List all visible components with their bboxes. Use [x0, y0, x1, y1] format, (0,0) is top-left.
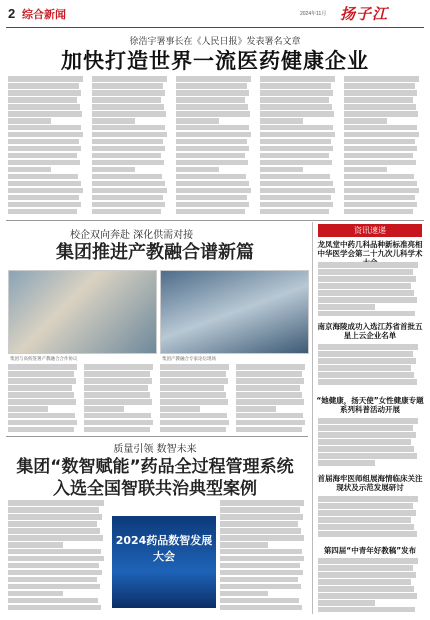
- body-text-line: [84, 427, 150, 433]
- body-text-line: [92, 167, 135, 173]
- body-text-line: [176, 111, 250, 117]
- body-text-line: [318, 558, 418, 564]
- body-text-line: [318, 593, 417, 599]
- body-text-line: [8, 195, 79, 201]
- body-text-line: [318, 372, 414, 378]
- body-text-line: [160, 378, 228, 384]
- article3-col1: [8, 500, 108, 612]
- body-text-line: [260, 195, 331, 201]
- body-text-line: [260, 139, 331, 145]
- body-text-line: [92, 118, 135, 124]
- body-text-line: [220, 556, 304, 562]
- body-text-line: [318, 269, 413, 275]
- body-text-line: [236, 413, 303, 419]
- header-divider: [6, 27, 424, 28]
- body-text-line: [318, 517, 411, 523]
- body-text-line: [318, 425, 413, 431]
- body-text-line: [318, 496, 418, 502]
- body-text-line: [8, 104, 80, 110]
- body-text-line: [92, 160, 164, 166]
- body-text-line: [160, 392, 226, 398]
- body-text-line: [318, 351, 413, 357]
- body-text-line: [160, 406, 200, 412]
- body-text-line: [318, 503, 413, 509]
- body-text-line: [8, 371, 74, 377]
- body-text-line: [220, 598, 299, 604]
- body-text-line: [318, 283, 411, 289]
- body-text-line: [84, 406, 124, 412]
- body-text-line: [318, 446, 414, 452]
- body-text-line: [344, 153, 413, 159]
- body-text-line: [160, 371, 226, 377]
- article1-col5: [344, 76, 422, 216]
- body-text-line: [8, 549, 101, 555]
- body-text-line: [8, 90, 81, 96]
- body-text-line: [160, 413, 227, 419]
- body-text-line: [344, 118, 387, 124]
- body-text-line: [8, 605, 101, 611]
- body-text-line: [344, 146, 417, 152]
- body-text-line: [220, 584, 301, 590]
- sidebar-title: 资讯速递: [318, 224, 422, 237]
- body-text-line: [318, 379, 417, 385]
- body-text-line: [92, 111, 166, 117]
- body-text-line: [8, 153, 77, 159]
- article2-col3: [160, 364, 232, 434]
- body-text-line: [344, 167, 387, 173]
- body-text-line: [260, 146, 333, 152]
- body-text-line: [260, 97, 329, 103]
- body-text-line: [8, 500, 104, 506]
- body-text-line: [318, 586, 414, 592]
- body-text-line: [8, 591, 63, 597]
- body-text-line: [318, 344, 418, 350]
- body-text-line: [84, 378, 152, 384]
- body-text-line: [160, 399, 228, 405]
- body-text-line: [344, 174, 414, 180]
- body-text-line: [160, 364, 229, 370]
- brief-3-headline: “她健康，扬天使”女性健康专题系列科普活动开展: [316, 396, 424, 414]
- brief-1-headline: 龙凤堂中药几科品种新标准亮相中华医学会第二十九次儿科学术: [317, 240, 423, 258]
- body-text-line: [176, 125, 249, 131]
- body-text-line: [260, 153, 329, 159]
- body-text-line: [318, 418, 418, 424]
- body-text-line: [160, 427, 226, 433]
- article3-divider: [6, 436, 308, 437]
- body-text-line: [8, 427, 74, 433]
- body-text-line: [260, 132, 335, 138]
- body-text-line: [92, 188, 167, 194]
- body-text-line: [318, 572, 416, 578]
- body-text-line: [8, 521, 97, 527]
- body-text-line: [220, 605, 302, 611]
- body-text-line: [220, 500, 304, 506]
- body-text-line: [220, 528, 301, 534]
- body-text-line: [8, 598, 98, 604]
- article2-kicker: 校企双向奔赴 深化供需对接: [70, 230, 194, 241]
- body-text-line: [344, 97, 413, 103]
- body-text-line: [260, 83, 331, 89]
- body-text-line: [318, 510, 416, 516]
- sidebar-divider: [312, 222, 313, 614]
- body-text-line: [318, 460, 375, 466]
- body-text-line: [176, 76, 251, 82]
- page-number: 2: [8, 6, 16, 21]
- body-text-line: [318, 297, 417, 303]
- body-text-line: [220, 521, 298, 527]
- article3-photo-banner: [112, 516, 216, 608]
- body-text-line: [176, 195, 247, 201]
- body-text-line: [318, 607, 415, 613]
- article2-col1: [8, 364, 80, 434]
- body-text-line: [160, 420, 229, 426]
- body-text-line: [176, 202, 249, 208]
- article2-col4: [236, 364, 308, 434]
- body-text-line: [84, 392, 150, 398]
- body-text-line: [318, 262, 418, 268]
- photo-caption-left: 集团与高校签署产教融合合作协议: [10, 357, 78, 362]
- body-text-line: [8, 528, 100, 534]
- body-text-line: [92, 90, 165, 96]
- body-text-line: [220, 549, 302, 555]
- body-text-line: [8, 535, 103, 541]
- body-text-line: [8, 160, 80, 166]
- body-text-line: [176, 132, 251, 138]
- issue-date: 2024年11月: [300, 11, 327, 17]
- body-text-line: [92, 132, 167, 138]
- body-text-line: [176, 153, 245, 159]
- body-text-line: [236, 385, 300, 391]
- body-text-line: [8, 514, 102, 520]
- body-text-line: [260, 160, 332, 166]
- body-text-line: [160, 385, 224, 391]
- body-text-line: [8, 146, 81, 152]
- body-text-line: [318, 531, 417, 537]
- article3-headline-line2: 入选全国智联共治典型案例: [53, 479, 257, 499]
- body-text-line: [260, 188, 335, 194]
- body-text-line: [260, 174, 330, 180]
- body-text-line: [344, 90, 417, 96]
- body-text-line: [318, 579, 411, 585]
- body-text-line: [318, 600, 375, 606]
- brief-3-body: [318, 418, 422, 470]
- article2-col2: [84, 364, 156, 434]
- body-text-line: [8, 413, 75, 419]
- brief-4-body: [318, 496, 422, 540]
- body-text-line: [176, 167, 219, 173]
- article2-photo-left: [8, 270, 157, 354]
- brief-1-body: [318, 262, 422, 318]
- body-text-line: [84, 420, 153, 426]
- body-text-line: [8, 132, 83, 138]
- body-text-line: [8, 406, 48, 412]
- body-text-line: [176, 90, 249, 96]
- body-text-line: [92, 125, 165, 131]
- body-text-line: [344, 202, 417, 208]
- body-text-line: [318, 276, 416, 282]
- body-text-line: [8, 167, 51, 173]
- body-text-line: [318, 365, 411, 371]
- body-text-line: [236, 378, 304, 384]
- brief-2-headline: 南京海陵成功入选江苏省首批五星上云企业名单: [317, 322, 423, 340]
- body-text-line: [344, 209, 413, 215]
- body-text-line: [176, 104, 248, 110]
- article1-subtitle: 徐浩宇署事长在《人民日报》发表署名文章: [129, 37, 301, 47]
- body-text-line: [220, 591, 268, 597]
- brief-5-body: [318, 558, 422, 614]
- body-text-line: [344, 139, 415, 145]
- body-text-line: [92, 181, 165, 187]
- body-text-line: [260, 90, 333, 96]
- body-text-line: [236, 364, 305, 370]
- body-text-line: [220, 577, 298, 583]
- body-text-line: [344, 132, 419, 138]
- body-text-line: [8, 570, 102, 576]
- body-text-line: [176, 188, 251, 194]
- article3-col3: [220, 500, 308, 612]
- body-text-line: [220, 570, 303, 576]
- article1-col3: [176, 76, 254, 216]
- body-text-line: [176, 174, 246, 180]
- photo-caption-right: 集团产教融合专家论坛现场: [162, 357, 216, 362]
- body-text-line: [318, 290, 414, 296]
- body-text-line: [318, 304, 375, 310]
- body-text-line: [8, 76, 83, 82]
- brief-4-headline: 首届海牢医师组展海情临床关注现状及示范发展研讨: [317, 474, 423, 492]
- body-text-line: [8, 385, 72, 391]
- body-text-line: [318, 439, 411, 445]
- body-text-line: [260, 181, 333, 187]
- body-text-line: [92, 97, 161, 103]
- body-text-line: [92, 146, 165, 152]
- article2-headline: 集团推进产教融合谱新篇: [56, 242, 254, 263]
- body-text-line: [8, 118, 51, 124]
- brief-2-body: [318, 344, 422, 390]
- article3-kicker: 质量引领 数智未来: [113, 444, 197, 455]
- body-text-line: [92, 202, 165, 208]
- body-text-line: [176, 97, 245, 103]
- body-text-line: [260, 111, 334, 117]
- body-text-line: [8, 97, 77, 103]
- body-text-line: [8, 188, 83, 194]
- brief-5-headline: 第四届“中青年好教稿”发布: [323, 546, 417, 555]
- body-text-line: [176, 146, 249, 152]
- body-text-line: [92, 195, 163, 201]
- body-text-line: [92, 104, 164, 110]
- body-text-line: [236, 420, 305, 426]
- body-text-line: [8, 209, 77, 215]
- body-text-line: [92, 153, 161, 159]
- article1-divider: [6, 220, 424, 221]
- body-text-line: [260, 104, 332, 110]
- article1-col1: [8, 76, 86, 216]
- body-text-line: [344, 125, 417, 131]
- body-text-line: [92, 209, 161, 215]
- body-text-line: [318, 453, 417, 459]
- body-text-line: [8, 563, 99, 569]
- body-text-line: [236, 427, 302, 433]
- body-text-line: [220, 514, 303, 520]
- page-header: [0, 0, 430, 28]
- body-text-line: [318, 565, 413, 571]
- body-text-line: [84, 364, 153, 370]
- banner-title: 2024药品数智发展大会: [115, 534, 213, 563]
- body-text-line: [344, 188, 419, 194]
- body-text-line: [8, 420, 77, 426]
- body-text-line: [8, 584, 100, 590]
- body-text-line: [8, 125, 81, 131]
- article1-col2: [92, 76, 170, 216]
- body-text-line: [344, 195, 415, 201]
- article3-headline-line1: 集团“数智赋能”药品全过程管理系统: [16, 457, 294, 477]
- body-text-line: [176, 118, 219, 124]
- body-text-line: [344, 111, 418, 117]
- body-text-line: [8, 174, 78, 180]
- body-text-line: [8, 556, 104, 562]
- body-text-line: [92, 83, 163, 89]
- body-text-line: [236, 399, 304, 405]
- body-text-line: [84, 399, 152, 405]
- body-text-line: [92, 174, 162, 180]
- body-text-line: [8, 202, 81, 208]
- body-text-line: [8, 378, 76, 384]
- body-text-line: [220, 563, 300, 569]
- body-text-line: [260, 202, 333, 208]
- body-text-line: [344, 76, 419, 82]
- body-text-line: [260, 209, 329, 215]
- body-text-line: [8, 577, 97, 583]
- article1-headline: 加快打造世界一流医药健康企业: [61, 49, 369, 73]
- masthead-logo: 扬子江: [340, 5, 389, 23]
- body-text-line: [84, 371, 150, 377]
- body-text-line: [8, 364, 77, 370]
- body-text-line: [8, 181, 81, 187]
- body-text-line: [176, 83, 247, 89]
- body-text-line: [92, 139, 163, 145]
- body-text-line: [260, 167, 303, 173]
- body-text-line: [260, 125, 333, 131]
- body-text-line: [260, 76, 335, 82]
- body-text-line: [220, 535, 304, 541]
- body-text-line: [176, 209, 245, 215]
- body-text-line: [344, 181, 417, 187]
- body-text-line: [92, 76, 167, 82]
- body-text-line: [344, 104, 416, 110]
- body-text-line: [236, 392, 302, 398]
- body-text-line: [84, 385, 148, 391]
- article2-photo-right: [160, 270, 309, 354]
- body-text-line: [220, 542, 268, 548]
- body-text-line: [236, 371, 302, 377]
- body-text-line: [220, 507, 300, 513]
- body-text-line: [236, 406, 276, 412]
- body-text-line: [8, 399, 76, 405]
- body-text-line: [8, 542, 63, 548]
- body-text-line: [8, 392, 74, 398]
- body-text-line: [8, 139, 79, 145]
- body-text-line: [8, 111, 82, 117]
- body-text-line: [176, 181, 249, 187]
- section-title: 综合新闻: [22, 8, 66, 21]
- body-text-line: [344, 160, 416, 166]
- body-text-line: [318, 524, 414, 530]
- body-text-line: [176, 160, 248, 166]
- body-text-line: [344, 83, 415, 89]
- body-text-line: [8, 83, 79, 89]
- body-text-line: [84, 413, 151, 419]
- body-text-line: [318, 432, 416, 438]
- body-text-line: [318, 358, 416, 364]
- body-text-line: [260, 118, 303, 124]
- body-text-line: [8, 507, 99, 513]
- body-text-line: [318, 311, 415, 317]
- article1-col4: [260, 76, 338, 216]
- body-text-line: [176, 139, 247, 145]
